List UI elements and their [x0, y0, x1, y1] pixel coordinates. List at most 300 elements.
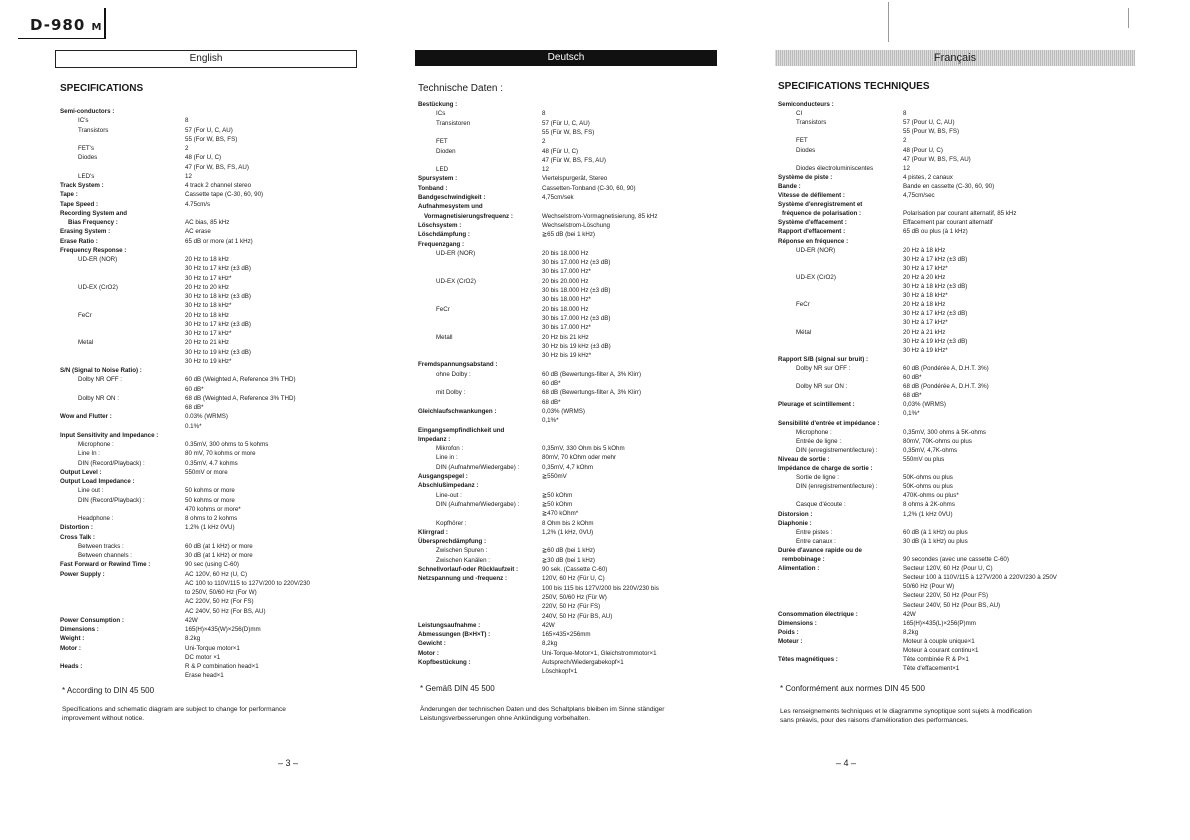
spec-label: UD-EX (CrO2): [796, 273, 836, 281]
spec-label: Abmessungen (B×H×T) :: [418, 631, 491, 639]
spec-value: Bande en cassette (C-30, 60, 90): [903, 182, 995, 190]
spec-value: 8: [903, 110, 907, 118]
spec-value: 0,1%*: [903, 410, 920, 418]
spec-value: R & P combination head×1: [185, 663, 259, 670]
spec-label: Réponse en fréquence :: [778, 237, 849, 245]
spec-value: ≧50 kOhm: [542, 491, 573, 499]
spec-value: 4 pistes, 2 canaux: [903, 173, 953, 181]
spec-label: Weight :: [60, 635, 85, 643]
spec-value: AC 100 to 110V/115 to 127V/200 to 220V/230: [185, 579, 310, 587]
spec-value: 30 Hz à 19 kHz*: [903, 346, 948, 354]
spec-value: 60 dB*: [185, 385, 204, 393]
spec-value: Secteur 120V, 60 Hz (Pour U, C): [903, 565, 993, 573]
spec-value: ≧60 dB (bei 1 kHz): [542, 547, 595, 555]
spec-value: 120V, 60 Hz (Für U, C): [542, 575, 605, 583]
spec-label: Leistungsaufnahme :: [418, 621, 481, 629]
spec-label: Sensibilité d'entrée et impédance :: [778, 419, 880, 427]
spec-label: Abschlußimpedanz :: [418, 482, 479, 490]
spec-value: 30 Hz à 18 kHz*: [903, 292, 948, 300]
spec-label: Recording System and: [60, 209, 128, 217]
spec-label: IC's: [78, 117, 89, 125]
spec-value: 2: [185, 145, 189, 152]
spec-label: Metall: [436, 333, 453, 341]
english-title: SPECIFICATIONS: [60, 83, 144, 94]
spec-value: 30 Hz to 18 kHz (±3 dB): [185, 293, 251, 300]
spec-value: ≧50 kOhm: [542, 500, 573, 508]
spec-value: ≧30 dB (bei 1 kHz): [542, 556, 595, 564]
spec-value: 0,1%*: [542, 417, 559, 425]
spec-label: Frequency Response :: [60, 246, 127, 254]
spec-value: 42W: [903, 610, 916, 618]
spec-label: DIN (Aufnahme/Wiedergabe) :: [436, 500, 520, 508]
spec-value: 50/60 Hz (Pour W): [903, 583, 955, 591]
spec-value: 30 Hz à 18 kHz (±3 dB): [903, 283, 968, 290]
spec-label: Eingangsempfindlichkeit und: [418, 426, 505, 434]
spec-value: 65 dB ou plus (à 1 kHz): [903, 228, 968, 236]
spec-label: Tape Speed :: [60, 200, 99, 208]
model-underline: [18, 38, 106, 39]
spec-value: 90 sec (using C-60): [185, 561, 239, 569]
spec-value: AC 240V, 50 Hz (For BS, AU): [185, 607, 266, 615]
spec-value: 60 dB*: [542, 380, 561, 387]
spec-value: 68 dB*: [903, 392, 922, 400]
spec-value: 60 dB (Bewertungs-filter A, 3% Klirr): [542, 370, 642, 378]
spec-label: CI: [796, 110, 803, 118]
spec-value: 47 (Für W, BS, FS, AU): [542, 156, 606, 164]
spec-value: 30 Hz to 19 kHz*: [185, 357, 232, 365]
spec-value: 20 Hz à 18 kHz: [903, 246, 946, 254]
spec-value: 20 bis 18.000 Hz: [542, 305, 589, 313]
spec-label: Heads :: [60, 663, 83, 670]
spec-value: 0.03% (WRMS): [185, 413, 228, 421]
spec-value: Moteur à courant continu×1: [903, 647, 979, 654]
spec-value: 60 dB (Pondérée A, D.H.T. 3%): [903, 364, 989, 372]
spec-label: fréquence de polarisation :: [782, 210, 862, 218]
spec-value: Secteur 100 à 110V/115 à 127V/200 à 220V/230 à 250V: [903, 574, 1057, 582]
spec-value: Viertelspurgerät, Stereo: [542, 175, 608, 183]
spec-value: Wechselstrom-Löschung: [542, 221, 610, 229]
spec-value: Tête d'effacement×1: [903, 665, 960, 673]
spec-value: 550mV ou plus: [903, 455, 945, 463]
spec-label: Output Load Impedance :: [60, 478, 135, 485]
deutsch-title: Technische Daten :: [418, 83, 504, 94]
spec-label: Dolby NR OFF :: [78, 376, 123, 384]
spec-value: 0.35mV, 300 ohms to 5 kohms: [185, 441, 269, 448]
spec-label: Diodes électroluminiscentes: [796, 164, 874, 172]
spec-value: 20 Hz to 20 kHz: [185, 283, 230, 291]
spec-label: Power Consumption :: [60, 616, 124, 624]
spec-label: Gewicht :: [418, 640, 446, 648]
spec-label: Löschsystem :: [418, 221, 462, 229]
spec-label: Spursystem :: [418, 175, 458, 183]
spec-value: 30 bis 17.000 Hz*: [542, 268, 591, 276]
spec-value: 12: [185, 172, 192, 180]
spec-value: Polarisation par courant alternatif, 85 kHz: [903, 210, 1017, 218]
spec-label: Moteur :: [778, 637, 803, 645]
spec-value: 80mV, 70K-ohms ou plus: [903, 437, 972, 445]
spec-value: 47 (Pour W, BS, FS, AU): [903, 155, 971, 163]
spec-value: 90 secondes (avec une cassette C-60): [903, 556, 1009, 563]
spec-value: 57 (For U, C, AU): [185, 126, 233, 134]
english-header: English: [55, 50, 357, 68]
spec-label: LED: [436, 166, 449, 174]
spec-value: 0,35mV, 4,7 kOhm: [542, 463, 594, 471]
spec-value: 1,2% (1 kHz 0VU): [903, 510, 953, 518]
spec-label: FeCr: [78, 311, 92, 319]
spec-label: Erase Ratio :: [60, 237, 98, 245]
spec-value: 0.1%*: [185, 422, 202, 430]
spec-label: DIN (enregistrement/lecture) :: [796, 483, 878, 491]
spec-label: Ausgangspegel :: [418, 473, 468, 480]
spec-value: 68 dB (Pondérée A, D.H.T. 3%): [903, 383, 989, 391]
spec-label: Schnellvorlauf-oder Rücklaufzeit :: [418, 566, 519, 573]
spec-label: FeCr: [796, 301, 810, 309]
spec-value: 30 Hz to 17 kHz*: [185, 330, 232, 337]
spec-label: FET: [796, 137, 808, 145]
spec-value: 60 dB (à 1 kHz) ou plus: [903, 528, 968, 536]
spec-value: 8: [542, 110, 546, 118]
spec-label: Métal: [796, 328, 812, 336]
spec-label: Erasing System :: [60, 228, 111, 236]
spec-value: 80mV, 70 kOhm oder mehr: [542, 454, 617, 462]
spec-value: 4 track 2 channel stereo: [185, 182, 252, 189]
spec-value: 55 (Pour W, BS, FS): [903, 128, 960, 136]
spec-value: 30 Hz à 17 kHz (±3 dB): [903, 255, 968, 263]
spec-value: 30 bis 17.000 Hz (±3 dB): [542, 314, 611, 322]
spec-label: Diaphonie :: [778, 519, 812, 527]
page-number-4: – 4 –: [836, 758, 857, 768]
spec-value: 48 (For U, C): [185, 154, 222, 162]
spec-label: Dolby NR sur ON :: [796, 383, 848, 391]
spec-label: UD-EX (CrO2): [78, 283, 118, 291]
spec-value: 68 dB*: [542, 398, 561, 406]
spec-value: 240V, 50 Hz (Für BS, AU): [542, 612, 613, 620]
spec-label: Semiconducteurs :: [778, 101, 834, 108]
spec-label: Bande :: [778, 182, 801, 190]
spec-value: 30 Hz to 19 kHz (±3 dB): [185, 348, 251, 356]
spec-value: Löschkopf×1: [542, 668, 578, 676]
spec-value: 57 (Pour U, C, AU): [903, 119, 955, 127]
spec-value: Cassette tape (C-30, 60, 90): [185, 191, 264, 199]
spec-label: Tape :: [60, 191, 78, 199]
spec-label: Kopfbestückung :: [418, 659, 471, 666]
spec-value: 20 bis 18.000 Hz: [542, 249, 589, 257]
spec-label: Entrée de ligne :: [796, 437, 842, 445]
spec-label: Kopfhörer :: [436, 519, 467, 527]
spec-value: 0,35mV, 4,7K-ohms: [903, 446, 958, 454]
spec-value: Uni-Torque motor×1: [185, 644, 240, 652]
spec-value: 250V, 50/60 Hz (Für W): [542, 593, 607, 601]
deutsch-footer: Änderungen der technischen Daten und des Schaltplans bleiben im Sinne ständiger Leistungsverbesserungen ohne Ankündigung vorbehalten.: [420, 706, 665, 722]
spec-value: 47 (For W, BS, FS, AU): [185, 163, 249, 171]
spec-value: 165×435×256mm: [542, 631, 591, 639]
spec-label: UD-ER (NOR): [796, 246, 836, 254]
spec-value: 57 (Für U, C, AU): [542, 119, 590, 127]
spec-value: Effacement par courant alternatif: [903, 219, 993, 227]
spec-value: 42W: [542, 621, 555, 629]
spec-value: 8,2kg: [903, 628, 919, 636]
spec-label: FeCr: [436, 305, 450, 313]
spec-value: Secteur 220V, 50 Hz (Pour FS): [903, 592, 989, 600]
model-number: D-980 M: [30, 16, 103, 34]
spec-label: Système d'enregistrement et: [778, 201, 863, 209]
spec-label: UD-EX (CrO2): [436, 277, 476, 285]
spec-label: Rapport S/B (signal sur bruit) :: [778, 355, 869, 363]
spec-label: Consommation électrique :: [778, 610, 858, 618]
francais-title: SPECIFICATIONS TECHNIQUES: [778, 81, 930, 92]
spec-label: Wow and Flutter :: [60, 413, 112, 421]
spec-label: Diodes: [78, 154, 98, 162]
spec-value: 8 ohms to 2 kohms: [185, 515, 238, 522]
spec-value: 12: [903, 164, 910, 172]
spec-label: UD-ER (NOR): [78, 256, 118, 263]
spec-value: 20 Hz bis 21 kHz: [542, 333, 589, 341]
spec-value: 8 Ohm bis 2 kOhm: [542, 519, 594, 527]
spec-label: Vormagnetisierungsfrequenz :: [424, 212, 513, 220]
spec-label: Power Supply :: [60, 570, 105, 578]
spec-value: 30 Hz to 17 kHz*: [185, 274, 232, 282]
spec-label: DIN (enregistrement/lecture) :: [796, 446, 878, 454]
spec-value: 30 Hz to 17 kHz (±3 dB): [185, 320, 251, 328]
spec-label: Gleichlaufschwankungen :: [418, 407, 497, 415]
spec-label: Entre pistes :: [796, 528, 833, 536]
spec-label: Between tracks :: [78, 542, 124, 550]
spec-label: Between channels :: [78, 552, 133, 559]
spec-label: Impedanz :: [418, 435, 451, 443]
spec-label: Zwischen Kanälen :: [436, 556, 490, 564]
spec-value: 30 Hz bis 19 kHz*: [542, 352, 592, 360]
spec-value: ≧470 kOhm*: [542, 510, 579, 518]
spec-value: Wechselstrom-Vormagnetisierung, 85 kHz: [542, 212, 658, 220]
spec-value: 470K-ohms ou plus*: [903, 492, 959, 500]
spec-value: to 250V, 50/60 Hz (For W): [185, 589, 257, 596]
spec-label: S/N (Signal to Noise Ratio) :: [60, 367, 142, 374]
spec-value: 65 dB or more (at 1 kHz): [185, 237, 253, 245]
spec-label: Système d'effacement :: [778, 219, 847, 227]
spec-label: Système de piste :: [778, 173, 833, 181]
spec-value: 30 Hz bis 19 kHz (±3 dB): [542, 342, 611, 350]
spec-value: 48 (Pour U, C): [903, 146, 943, 154]
spec-value: 8.2kg: [185, 635, 201, 643]
spec-label: Aufnahmesystem und: [418, 203, 483, 211]
spec-label: Dimensions :: [60, 626, 99, 633]
spec-label: Poids :: [778, 628, 799, 636]
spec-label: Rapport d'effacement :: [778, 228, 846, 236]
spec-label: Cross Talk :: [60, 533, 95, 541]
spec-value: 4.75cm/s: [185, 200, 211, 208]
spec-label: Bestückung :: [418, 101, 458, 108]
spec-label: Input Sensitivity and Impedance :: [60, 431, 159, 439]
spec-label: FET's: [78, 145, 94, 152]
spec-value: 12: [542, 166, 549, 174]
spec-value: AC bias, 85 kHz: [185, 219, 230, 226]
spec-value: 48 (Für U, C): [542, 147, 579, 155]
spec-value: 220V, 50 Hz (Für FS): [542, 603, 601, 611]
spec-label: DIN (Aufnahme/Wiedergabe) :: [436, 463, 520, 471]
spec-label: Transistoren: [436, 119, 471, 127]
spec-label: Bandgeschwindigkeit :: [418, 194, 486, 201]
spec-label: DIN (Record/Playback) :: [78, 459, 145, 467]
spec-label: Metal: [78, 339, 94, 347]
spec-value: 50K-ohms ou plus: [903, 483, 953, 491]
spec-value: 8 ohms à 2K-ohms: [903, 501, 955, 509]
spec-value: 20 Hz à 21 kHz: [903, 328, 946, 336]
spec-value: 1.2% (1 kHz 0VU): [185, 524, 235, 532]
spec-label: Headphone :: [78, 515, 114, 522]
spec-value: 470 kohms or more*: [185, 505, 241, 513]
spec-label: Sortie de ligne :: [796, 474, 839, 482]
spec-value: ≧65 dB (bei 1 kHz): [542, 231, 595, 239]
spec-label: DIN (Record/Playback) :: [78, 496, 145, 504]
spec-label: ohne Dolby :: [436, 370, 471, 378]
spec-value: 90 sek. (Cassette C-60): [542, 566, 608, 573]
spec-value: Autsprech/Wiedergabekopf×1: [542, 659, 624, 666]
spec-label: Dolby NR sur OFF :: [796, 364, 851, 372]
spec-label: Entre canaux :: [796, 537, 836, 545]
spec-value: 68 dB*: [185, 404, 204, 411]
english-footer: Specifications and schematic diagram are subject to change for performance improvement without notice.: [62, 706, 286, 722]
spec-label: Impédance de charge de sortie :: [778, 465, 873, 472]
spec-label: Têtes magnétiques :: [778, 656, 838, 664]
spec-value: ≧550mV: [542, 473, 567, 480]
spec-value: 2: [903, 137, 907, 145]
scan-edge-mark: [1128, 8, 1129, 28]
spec-value: 42W: [185, 616, 198, 624]
spec-value: Cassetten-Tonband (C-30, 60, 90): [542, 184, 636, 192]
spec-label: UD-ER (NOR): [436, 249, 476, 257]
spec-value: 30 bis 18.000 Hz*: [542, 296, 591, 304]
spec-label: Pleurage et scintillement :: [778, 401, 855, 409]
spec-value: 30 Hz to 18 kHz*: [185, 302, 232, 310]
spec-value: DC motor ×1: [185, 653, 221, 661]
spec-label: Zwischen Spuren :: [436, 547, 488, 555]
spec-value: 1,2% (1 kHz, 0VU): [542, 528, 594, 536]
spec-value: 20 Hz à 18 kHz: [903, 301, 946, 309]
spec-label: Tonband :: [418, 184, 448, 192]
spec-label: Microphone :: [78, 441, 114, 448]
spec-value: 4,75cm/sek: [542, 194, 574, 201]
spec-label: Line-out :: [436, 491, 462, 499]
spec-value: AC 120V, 60 Hz (U, C): [185, 570, 248, 578]
spec-value: Erase head×1: [185, 672, 224, 680]
spec-label: Fremdspannungsabstand :: [418, 361, 498, 369]
spec-value: 30 bis 17.000 Hz*: [542, 324, 591, 332]
francais-din-note: * Conformément aux normes DIN 45 500: [780, 684, 925, 693]
spec-value: 0,03% (WRMS): [903, 401, 946, 409]
spec-label: Frequenzgang :: [418, 240, 465, 248]
spec-value: 0.35mV, 4.7 kohms: [185, 459, 238, 467]
deutsch-header: Deutsch: [415, 50, 717, 66]
spec-value: 50 kohms or more: [185, 496, 235, 504]
spec-value: 55 (For W, BS, FS): [185, 135, 238, 143]
spec-value: 30 dB (at 1 kHz) or more: [185, 552, 253, 559]
spec-value: 55 (Für W, BS, FS): [542, 128, 595, 136]
spec-label: Dioden: [436, 147, 456, 155]
spec-value: 20 Hz à 20 kHz: [903, 273, 946, 281]
spec-value: 4,75cm/sec: [903, 192, 935, 199]
spec-label: Output Level :: [60, 468, 102, 476]
spec-label: Niveau de sortie :: [778, 455, 830, 463]
spec-label: rembobinage :: [782, 556, 825, 563]
spec-label: Diodes: [796, 146, 816, 154]
spec-label: Semi-conductors :: [60, 108, 115, 115]
spec-value: 68 dB (Bewertungs-filter A, 3% Klirr): [542, 389, 642, 397]
spec-value: AC erase: [185, 228, 211, 236]
spec-value: 50 kohms or more: [185, 487, 235, 495]
spec-label: mit Dolby :: [436, 389, 466, 397]
spec-label: FET: [436, 138, 448, 146]
spec-label: Übersprechdämpfung :: [418, 538, 487, 546]
spec-value: 68 dB (Weighted A, Reference 3% THD): [185, 394, 296, 402]
spec-label: Line out :: [78, 487, 104, 495]
spec-value: 100 bis 115 bis 127V/200 bis 220V/230 bis: [542, 584, 659, 592]
spec-value: 20 Hz to 21 kHz: [185, 339, 230, 347]
english-din-note: * According to DIN 45 500: [62, 686, 155, 695]
spec-value: 60 dB*: [903, 374, 922, 381]
spec-value: 8: [185, 117, 189, 125]
spec-label: LED's: [78, 172, 95, 180]
spec-label: Dimensions :: [778, 619, 817, 627]
spec-value: 30 Hz à 19 kHz (±3 dB): [903, 337, 968, 345]
spec-value: 30 Hz à 17 kHz*: [903, 264, 948, 272]
spec-value: 2: [542, 138, 546, 146]
spec-value: 60 dB (Weighted A, Reference 3% THD): [185, 376, 296, 384]
spec-value: 20 Hz to 18 kHz: [185, 256, 230, 263]
francais-footer: Les renseignements techniques et le diagramme synoptique sont sujets à modification sans préavis, pour des raisons d'amélioration des performances.: [780, 708, 1032, 724]
spec-label: Löschdämpfung :: [418, 231, 470, 239]
spec-label: Durée d'avance rapide ou de: [778, 546, 862, 554]
francais-header: Français: [775, 50, 1135, 66]
spec-value: 50K-ohms ou plus: [903, 474, 953, 482]
spec-value: 30 Hz à 17 kHz (±3 dB): [903, 310, 968, 318]
spec-value: Moteur à couple unique×1: [903, 637, 975, 645]
spec-value: 0,35mV, 330 Ohm bis 5 kOhm: [542, 445, 625, 453]
spec-label: Track System :: [60, 182, 104, 189]
spec-value: 80 mV, 70 kohms or more: [185, 450, 256, 458]
spec-label: Bias Frequency :: [68, 219, 118, 226]
spec-value: 550mV or more: [185, 468, 228, 476]
spec-value: 8,2kg: [542, 640, 558, 648]
spec-value: 30 bis 17.000 Hz (±3 dB): [542, 259, 611, 267]
spec-label: Line In :: [78, 450, 101, 458]
spec-value: Uni-Torque-Motor×1, Gleichstrommotor×1: [542, 649, 657, 657]
spec-label: Distorsion :: [778, 510, 813, 518]
spec-label: Netzspannung und -frequenz :: [418, 575, 508, 583]
spec-value: 0,03% (WRMS): [542, 407, 585, 415]
spec-value: 30 bis 18.000 Hz (±3 dB): [542, 287, 611, 294]
spec-label: Distortion :: [60, 524, 93, 532]
spec-label: ICs: [436, 110, 446, 118]
spec-value: 165(H)×435(L)×256(P)mm: [903, 619, 976, 627]
spec-label: Line in :: [436, 454, 458, 462]
spec-label: Klirrgrad :: [418, 528, 448, 536]
spec-value: 60 dB (at 1 kHz) or more: [185, 542, 253, 550]
deutsch-din-note: * Gemäß DIN 45 500: [420, 684, 495, 693]
model-divider: [104, 8, 106, 38]
page-number-3: – 3 –: [278, 758, 299, 768]
spec-label: Alimentation :: [778, 565, 820, 573]
spec-value: 0,35mV, 300 ohms à 5K-ohms: [903, 428, 987, 436]
spec-label: Casque d'écoute :: [796, 501, 846, 509]
spec-value: Secteur 240V, 50 Hz (Pour BS, AU): [903, 601, 1001, 609]
spec-value: AC 220V, 50 Hz (For FS): [185, 598, 254, 606]
spec-label: Transistors: [78, 126, 109, 134]
spec-label: Motor :: [60, 644, 81, 652]
spec-label: Fast Forward or Rewind Time :: [60, 561, 151, 569]
spec-label: Microphone :: [796, 428, 832, 436]
spec-value: 30 dB (à 1 kHz) ou plus: [903, 537, 968, 545]
spec-value: 30 Hz to 17 kHz (±3 dB): [185, 265, 251, 273]
